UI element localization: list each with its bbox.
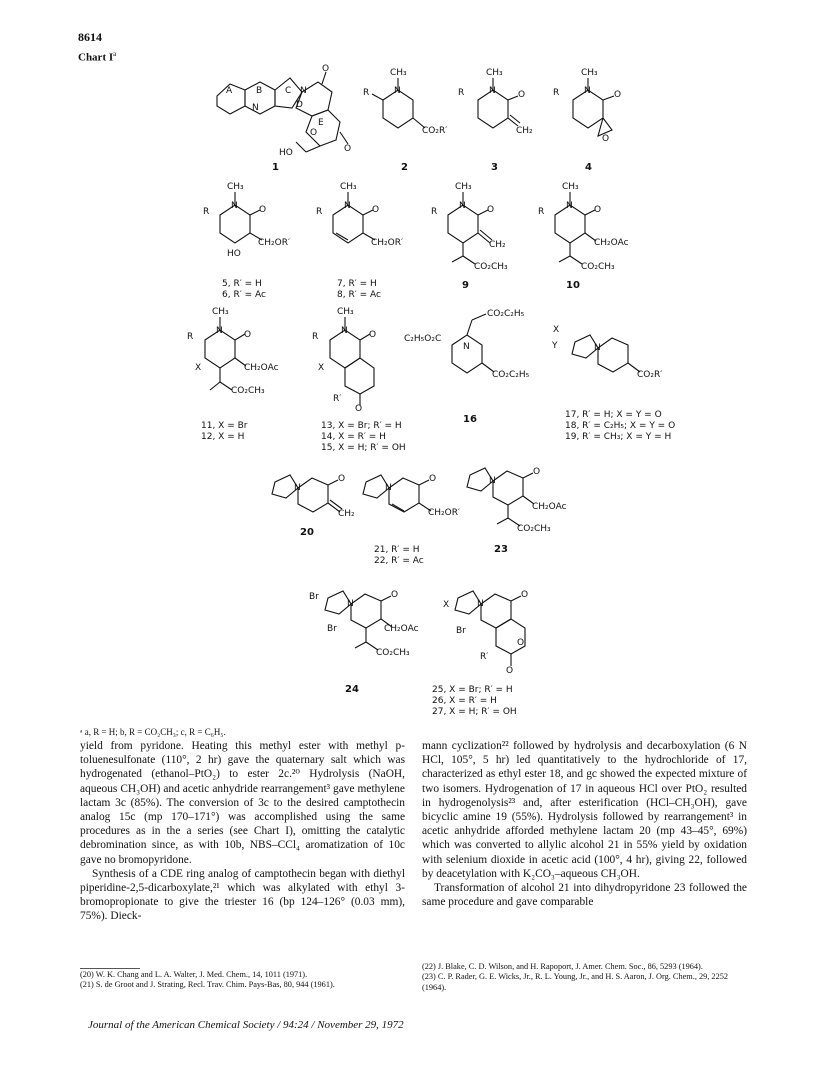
- ring-label-d: D: [296, 100, 303, 110]
- atom-x: X: [318, 363, 325, 373]
- atom-ch3: CH₃: [337, 307, 354, 317]
- atom-r: R: [431, 207, 438, 217]
- compound-label-21: 21, R′ = H: [374, 545, 420, 555]
- atom-o: O: [391, 590, 399, 600]
- compound-10-structure: [555, 192, 596, 264]
- footnote-rule: [80, 968, 140, 969]
- atom-n: N: [584, 86, 591, 96]
- reference-22: (22) J. Blake, C. D. Wilson, and H. Rapoport, J. Amer. Chem. Soc., 86, 5293 (1964).: [422, 962, 703, 971]
- compound-1-structure: [217, 72, 348, 152]
- atom-n: N: [477, 599, 484, 609]
- atom-o: O: [533, 467, 541, 477]
- left-paragraph-1: yield from pyridone. Heating this methyl ester with methyl p-toluenesulfonate (110°, 2 hr) gave the quaternary salt which was hydrogenated (ethanol–PtO₂) to ester 2c.²⁰ Hydrolysis (NaOH, aqueous CH₃OH) and acetic anhydride rearrangement³ gave methylene lactam 3c (85%). The conversion of 3c to the desired camptothecin analog 15c (mp 170–171°) was accomplished using the same procedures as in the a series (see Chart I), omitting the catalytic debromination since, as with 10b, NBS–CCl₄ aromatization of 10c gave no bromopyridone.: [80, 740, 405, 866]
- atom-n: N: [566, 201, 573, 211]
- compound-number: 4: [585, 162, 592, 173]
- atom-o: O: [518, 90, 526, 100]
- chart-footnote: ᵃ a, R = H; b, R = CO₂CH₃; c, R = C₆H₅.: [80, 727, 226, 737]
- atom-r-prime: R′: [333, 394, 342, 404]
- atom-o: O: [506, 666, 514, 676]
- compound-11-12-structure: [205, 317, 246, 390]
- references-right: [422, 962, 747, 993]
- compound-label-19: 19, R′ = CH₃; X = Y = H: [565, 432, 672, 442]
- page-number: 8614: [78, 30, 102, 44]
- group-ch2or: CH₂OR′: [428, 508, 461, 518]
- atom-ch3: CH₃: [212, 307, 229, 317]
- atom-ch3: CH₃: [455, 182, 472, 192]
- atom-n: N: [463, 342, 470, 352]
- left-paragraph-2: Synthesis of a CDE ring analog of camptothecin began with diethyl piperidine-2,5-dicarboxylate,²¹ which was alkylated with ethyl 3-bromopropionate to give the triester 16 (bp 124–126° (0.03 mm), 75%). Dieck-: [80, 867, 405, 923]
- compound-label-6: 6, R′ = Ac: [222, 290, 266, 300]
- compound-number: 10: [566, 280, 580, 291]
- atom-ch3: CH₃: [227, 182, 244, 192]
- atom-r: R: [553, 88, 560, 98]
- group-ch2oac: CH₂OAc: [594, 238, 629, 248]
- right-column: [422, 739, 747, 909]
- atom-o: O: [602, 134, 610, 144]
- atom-n: N: [489, 86, 496, 96]
- atom-n: N: [459, 201, 466, 211]
- atom-o: O: [259, 205, 267, 215]
- atom-r-prime: R′: [480, 652, 489, 662]
- atom-n: N: [394, 86, 401, 96]
- compound-number: 9: [462, 280, 469, 291]
- atom-o: O: [521, 590, 529, 600]
- right-paragraph-1: mann cyclization²² followed by hydrolysis and decarboxylation (6 N HCl, 105°, 5 hr) led quantitatively to the hydrochloride of 17, characterized as ethyl ester 18, and gc showed the expected mixture of two isomers. Hydrogenation of 17 in aqueous HCl over PtO₂ resulted in hydrogenolysis²³ and, after esterification (HCl–CH₃OH), gave bicyclic amine 19 (55%). Hydrolysis followed by rearrangement³ in acetic anhydride afforded methylene lactam 20 (mp 43–45°, 69%) which was converted to allylic alcohol 21 in 55% yield by oxidation with selenium dioxide in acetic acid (100°, 4 hr), giving 22, followed by deacetylation with K₂CO₃–aqueous CH₃OH.: [422, 740, 747, 880]
- group-ch2oac: CH₂OAc: [384, 624, 419, 634]
- group-co2ch3: CO₂CH₃: [517, 524, 551, 534]
- left-column: [80, 739, 405, 924]
- atom-br: Br: [456, 626, 466, 636]
- compound-label-7: 7, R′ = H: [337, 279, 377, 289]
- atom-r: R: [538, 207, 545, 217]
- group-co2ch3: CO₂CH₃: [474, 262, 508, 272]
- atom-n: N: [489, 476, 496, 486]
- atom-r: R: [312, 332, 319, 342]
- atom-o: O: [614, 90, 622, 100]
- compound-3-structure: [478, 78, 520, 128]
- compound-number: 16: [463, 414, 477, 425]
- group-ch2oac: CH₂OAc: [532, 502, 567, 512]
- compound-24-structure: [325, 591, 392, 650]
- compound-5-6-structure: [220, 192, 262, 243]
- atom-r: R: [363, 88, 370, 98]
- atom-o: O: [369, 330, 377, 340]
- compound-label-11: 11, X = Br: [201, 421, 248, 431]
- group-co2r: CO₂R′: [422, 126, 448, 136]
- compound-7-8-structure: [333, 192, 375, 243]
- compound-label-18: 18, R′ = C₂H₅; X = Y = O: [565, 421, 676, 431]
- atom-o: O: [338, 474, 346, 484]
- atom-n: N: [216, 326, 223, 336]
- atom-n: N: [252, 103, 259, 113]
- group-c2h5o2c: C₂H₅O₂C: [404, 334, 442, 344]
- atom-o: O: [372, 205, 380, 215]
- atom-o: O: [487, 205, 495, 215]
- reference-20: (20) W. K. Chang and L. A. Walter, J. Med. Chem., 14, 1011 (1971).: [80, 970, 308, 979]
- ring-label-c: C: [285, 86, 292, 96]
- atom-ch3: CH₃: [581, 68, 598, 78]
- atom-n: N: [347, 599, 354, 609]
- atom-y: Y: [552, 341, 558, 351]
- group-ch2oac: CH₂OAc: [244, 363, 279, 373]
- atom-ho: HO: [227, 249, 241, 259]
- group-co2c2h5: CO₂C₂H₅: [492, 370, 530, 380]
- atom-x: X: [553, 325, 560, 335]
- compound-number: 23: [494, 544, 508, 555]
- atom-r: R: [458, 88, 465, 98]
- atom-n: N: [300, 86, 307, 96]
- compound-21-22-structure: [363, 475, 431, 512]
- atom-br: Br: [309, 592, 319, 602]
- group-ch2: CH₂: [516, 126, 533, 136]
- compound-label-27: 27, X = H; R′ = OH: [432, 707, 517, 717]
- atom-x: X: [195, 363, 202, 373]
- compound-label-13: 13, X = Br; R′ = H: [321, 421, 402, 431]
- atom-ho: HO: [279, 148, 293, 158]
- right-paragraph-2: Transformation of alcohol 21 into dihydropyridone 23 followed the same procedure and gave comparable: [422, 882, 747, 909]
- atom-r: R: [187, 332, 194, 342]
- chart-title-text: Chart I: [78, 51, 114, 64]
- group-ch2: CH₂: [489, 240, 506, 250]
- atom-ch3: CH₃: [486, 68, 503, 78]
- chart-title-footnote-mark: a: [113, 50, 117, 58]
- compound-label-14: 14, X = R′ = H: [321, 432, 386, 442]
- compound-label-17: 17, R′ = H; X = Y = O: [565, 410, 662, 420]
- atom-o: O: [594, 205, 602, 215]
- atom-n: N: [344, 201, 351, 211]
- ring-label-a: A: [226, 86, 233, 96]
- ring-label-e: E: [318, 118, 324, 128]
- atom-o: O: [517, 638, 525, 648]
- atom-o: O: [355, 404, 363, 414]
- atom-br: Br: [327, 624, 337, 634]
- compound-label-26: 26, X = R′ = H: [432, 696, 497, 706]
- group-ch2or: CH₂OR′: [258, 238, 291, 248]
- compound-label-12: 12, X = H: [201, 432, 245, 442]
- references-left: [80, 970, 405, 991]
- group-co2ch3: CO₂CH₃: [231, 386, 265, 396]
- compound-9-structure: [448, 192, 495, 264]
- atom-r: R: [203, 207, 210, 217]
- atom-n: N: [294, 483, 301, 493]
- compound-number: 2: [401, 162, 408, 173]
- compound-20-structure: [272, 475, 342, 512]
- group-co2ch3: CO₂CH₃: [581, 262, 615, 272]
- atom-o: O: [429, 474, 437, 484]
- compound-label-25: 25, X = Br; R′ = H: [432, 685, 513, 695]
- compound-23-structure: [467, 468, 534, 526]
- atom-o: O: [322, 64, 330, 74]
- compound-label-15: 15, X = H; R′ = OH: [321, 443, 406, 453]
- atom-o: O: [344, 144, 352, 154]
- compound-label-8: 8, R′ = Ac: [337, 290, 381, 300]
- atom-n: N: [594, 343, 601, 353]
- compound-4-structure: [573, 78, 614, 136]
- compound-number: 3: [491, 162, 498, 173]
- atom-o: O: [244, 330, 252, 340]
- journal-footer: Journal of the American Chemical Society / 94:24 / November 29, 1972: [88, 1019, 404, 1031]
- atom-ch3: CH₃: [390, 68, 407, 78]
- group-ch2: CH₂: [338, 509, 355, 519]
- group-co2r: CO₂R′: [637, 370, 663, 380]
- ring-label-b: B: [256, 86, 263, 96]
- compound-13-15-structure: [330, 317, 377, 405]
- reference-21: (21) S. de Groot and J. Strating, Recl. Trav. Chim. Pays-Bas, 80, 944 (1961).: [80, 980, 335, 990]
- atom-r: R: [316, 207, 323, 217]
- compound-number: 1: [272, 162, 279, 173]
- group-ch2or: CH₂OR′: [371, 238, 404, 248]
- atom-n: N: [385, 483, 392, 493]
- atom-ch3: CH₃: [340, 182, 357, 192]
- group-co2c2h5: CO₂C₂H₅: [487, 309, 525, 319]
- atom-o: O: [310, 128, 318, 138]
- group-co2ch3: CO₂CH₃: [376, 648, 410, 658]
- reference-23: (23) C. P. Rader, G. E. Wicks, Jr., R. L. Young, Jr., and H. S. Aaron, J. Org. Chem., 29, 2252 (1964).: [422, 972, 729, 992]
- atom-x: X: [443, 600, 450, 610]
- atom-ch3: CH₃: [562, 182, 579, 192]
- compound-16-structure: [452, 314, 494, 373]
- atom-n: N: [341, 326, 348, 336]
- compound-number: 20: [300, 527, 314, 538]
- compound-number: 24: [345, 684, 359, 695]
- compound-label-22: 22, R′ = Ac: [374, 556, 424, 566]
- atom-n: N: [231, 201, 238, 211]
- compound-label-5: 5, R′ = H: [222, 279, 262, 289]
- compound-17-19-structure: [572, 335, 640, 372]
